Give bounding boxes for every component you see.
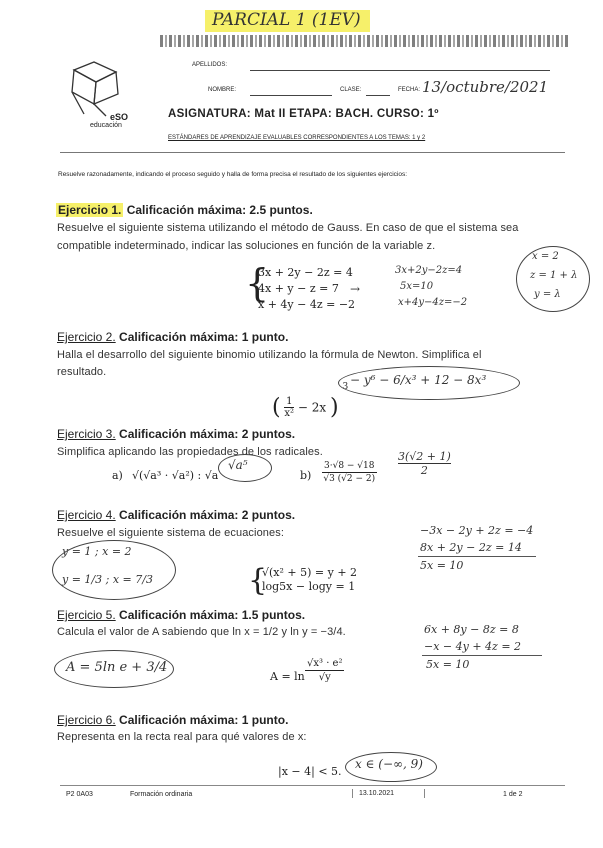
footer-code: P2 0A03: [66, 791, 93, 798]
exercise-5-work-1: 6x + 8y − 8z = 8: [424, 623, 519, 636]
exercise-5-work-divider: [422, 655, 542, 656]
exercise-3-title: [57, 427, 295, 441]
header-divider: [60, 152, 565, 153]
exercise-1-brace: {: [245, 261, 270, 305]
exercise-4-work-2: 8x + 2y − 2z = 14: [420, 541, 522, 554]
exercise-4-work-divider: [418, 556, 536, 557]
exercise-1-number: Ejercicio 1.: [58, 203, 122, 217]
exercise-1-answer-3: y = λ: [534, 289, 561, 300]
footer-divider: [60, 785, 565, 786]
exercise-4-brace: {: [248, 563, 268, 598]
field-name-label: NOMBRE:: [208, 87, 237, 93]
exercise-2-frac-num: 1: [286, 396, 293, 407]
field-class-line: [366, 95, 390, 96]
exercise-3-part-a-label: a): [112, 469, 123, 482]
exercise-5-grade: Calificación máxima: 1.5 puntos.: [119, 608, 306, 622]
exercise-5-number: Ejercicio 5.: [57, 608, 116, 622]
exercise-6-answer: x ∈ (−∞, 9): [355, 757, 423, 771]
exercise-6-text: Representa en la recta real para qué valores de x:: [57, 731, 307, 743]
exercise-1-text-1: Resuelve el siguiente sistema utilizando el método de Gauss. En caso de que el sistema sea: [57, 222, 519, 234]
exercise-2-frac-den: x²: [284, 408, 295, 419]
exercise-5-expr-den: √y: [318, 672, 331, 683]
exercise-1-hand-1: 3x+2y−2z=4: [395, 265, 463, 276]
exercise-3-part-a-expr: √(√a³ · √a²) : √a: [132, 469, 219, 482]
exercise-3-answer-b-den: 2: [420, 464, 428, 477]
exercise-1-hand-3: x+4y−4z=−2: [398, 297, 468, 308]
subject-line: ASIGNATURA: Mat II ETAPA: BACH. CURSO: 1º: [168, 108, 439, 120]
exercise-2-number: Ejercicio 2.: [57, 330, 116, 344]
exercise-5-answer-circle: [54, 650, 174, 688]
exercise-1-eq-2: 4x + y − z = 7: [258, 282, 339, 295]
footer-label: Formación ordinaria: [130, 791, 193, 798]
exercise-1-eq-3: x + 4y − 4z = −2: [258, 298, 356, 311]
exercise-2-text-2: resultado.: [57, 366, 107, 378]
exercise-3-answer-b: [398, 450, 451, 477]
exercise-5-title: [57, 608, 305, 622]
footer-page: 1 de 2: [503, 791, 523, 798]
exercise-2-exponent: 3: [342, 382, 349, 392]
logo-text-educacion: educación: [90, 122, 122, 129]
exercise-5-work-3: 5x = 10: [426, 658, 470, 671]
field-name-line: [250, 95, 332, 96]
exercise-1-arrow: →: [350, 282, 361, 296]
exercise-6-grade: Calificación máxima: 1 punto.: [119, 713, 289, 727]
exercise-1-answer-1: x = 2: [532, 251, 559, 262]
exercise-3-grade: Calificación máxima: 2 puntos.: [119, 427, 296, 441]
standards-line: ESTÁNDARES DE APRENDIZAJE EVALUABLES CORRESPONDIENTES A LOS TEMAS: 1 y 2: [168, 135, 426, 141]
exercise-5-expr-prefix: A = ln: [270, 670, 305, 683]
exercise-3-answer-b-num: 3(√2 + 1): [398, 450, 451, 463]
exercise-6-number: Ejercicio 6.: [57, 713, 116, 727]
exercise-1-grade: Calificación máxima: 2.5 puntos.: [126, 203, 313, 217]
exercise-5-hand-answer: A = 5ln e + 3/4: [66, 660, 168, 675]
exercise-2-answer: − y⁶ − 6/x³ + 12 − 8x³: [350, 373, 487, 387]
exercise-4-title: [57, 508, 295, 522]
exercise-2-expression: ( $\frac{1}{\text{x²}}$ − 2x ) $^3$: [272, 382, 349, 420]
exercise-4-eq-1: √(x² + 5) = y + 2: [262, 566, 358, 579]
exercise-4-text: Resuelve el siguiente sistema de ecuaciones:: [57, 527, 284, 539]
exercise-3-part-b-num: 3·√8 − √18: [324, 461, 375, 471]
exercise-4-eq-2: log5x − logy = 1: [262, 580, 356, 593]
exercise-2-title: [57, 330, 288, 344]
redacted-name-bar: [160, 35, 568, 47]
exercise-3-part-a-answer: √a⁵: [228, 458, 248, 472]
exercise-3-part-b: [322, 460, 377, 485]
exercise-4-work-3: 5x = 10: [420, 559, 464, 572]
exercise-3-part-b-den: √3 (√2 − 2): [323, 474, 376, 484]
exercise-2-text-1: Halla el desarrollo del siguiente binomio utilizando la fórmula de Newton. Simplifica el: [57, 349, 482, 361]
field-surname-label: APELLIDOS:: [192, 62, 228, 68]
exercise-3-number: Ejercicio 3.: [57, 427, 116, 441]
instructions: Resuelve razonadamente, indicando el proceso seguido y halla de forma precisa el resultado de los siguientes ejercicios:: [58, 171, 408, 178]
exercise-1-hand-2: 5x=10: [400, 281, 434, 292]
exercise-5-expr-num: √x³ · e²: [307, 658, 343, 669]
exercise-6-expr: |x − 4| < 5.: [278, 765, 342, 778]
exercise-4-hand-1: y = 1 ; x = 2: [62, 545, 132, 558]
field-surname-line: [250, 70, 550, 71]
exercise-1-eq-1: 3x + 2y − 2z = 4: [258, 266, 353, 279]
footer-date: 13.10.2021: [352, 789, 425, 798]
field-class-label: CLASE:: [340, 87, 362, 93]
exercise-2-grade: Calificación máxima: 1 punto.: [119, 330, 289, 344]
exam-title: PARCIAL 1 (1EV): [212, 10, 361, 30]
date-value: 13/octubre/2021: [422, 78, 549, 96]
exercise-3-part-b-label: b): [300, 469, 312, 482]
exercise-1-title: [56, 203, 313, 217]
exercise-4-hand-2: y = 1/3 ; x = 7/3: [62, 573, 153, 586]
exercise-4-grade: Calificación máxima: 2 puntos.: [119, 508, 296, 522]
exercise-1-text-2: compatible indeterminado, indicar las soluciones en función de la variable z.: [57, 240, 436, 252]
exercise-3-text: Simplifica aplicando las propiedades de los radicales.: [57, 446, 323, 458]
exercise-1-answer-2: z = 1 + λ: [530, 270, 578, 281]
logo-text-eso: eSO: [110, 112, 129, 122]
exercise-6-title: [57, 713, 288, 727]
exercise-5-work-2: −x − 4y + 4z = 2: [424, 640, 522, 653]
exercise-5-expr-frac: [305, 657, 344, 684]
exercise-4-number: Ejercicio 4.: [57, 508, 116, 522]
exercise-2-expr-rest: − 2x: [297, 400, 327, 415]
exercise-4-work-1: −3x − 2y + 2z = −4: [420, 524, 534, 537]
field-date-label: FECHA:: [398, 87, 421, 93]
exercise-4-answer-circle: [52, 540, 176, 600]
exercise-5-text: Calcula el valor de A sabiendo que ln x = 1/2 y ln y = −3/4.: [57, 626, 346, 638]
